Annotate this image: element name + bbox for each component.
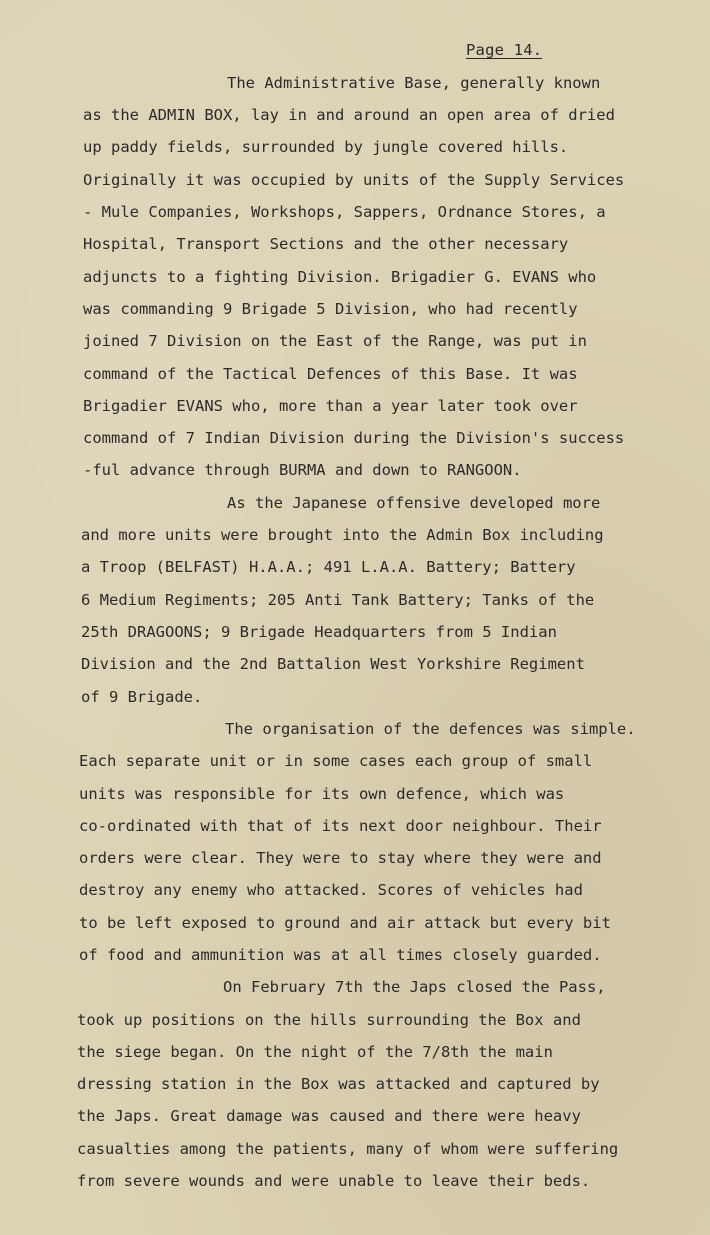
text-line: units was responsible for its own defence, which was	[79, 785, 565, 803]
text-line: from severe wounds and were unable to leave their beds.	[77, 1172, 591, 1190]
text-line: orders were clear. They were to stay where they were and	[79, 849, 602, 867]
text-line: of 9 Brigade.	[81, 688, 203, 706]
text-line: destroy any enemy who attacked. Scores of vehicles had	[79, 881, 583, 899]
text-line: adjuncts to a fighting Division. Brigadier G. EVANS who	[83, 268, 597, 286]
text-line: command of the Tactical Defences of this Base. It was	[83, 365, 578, 383]
text-line: Each separate unit or in some cases each group of small	[79, 752, 593, 770]
text-line: was commanding 9 Brigade 5 Division, who had recently	[83, 300, 578, 318]
text-line: as the ADMIN BOX, lay in and around an open area of dried	[83, 106, 615, 124]
text-line: 25th DRAGOONS; 9 Brigade Headquarters from 5 Indian	[81, 623, 557, 641]
text-line: The Administrative Base, generally known	[227, 74, 601, 92]
text-line: Originally it was occupied by units of the Supply Services	[83, 171, 625, 189]
text-line: and more units were brought into the Admin Box including	[81, 526, 604, 544]
text-line: - Mule Companies, Workshops, Sappers, Ordnance Stores, a	[83, 203, 606, 221]
text-line: up paddy fields, surrounded by jungle covered hills.	[83, 138, 569, 156]
text-line: command of 7 Indian Division during the Division's success	[83, 429, 625, 447]
text-line: Division and the 2nd Battalion West Yorkshire Regiment	[81, 655, 585, 673]
text-line: Brigadier EVANS who, more than a year later took over	[83, 397, 578, 415]
text-line: casualties among the patients, many of whom were suffering	[77, 1140, 619, 1158]
text-line: As the Japanese offensive developed more	[227, 494, 601, 512]
text-line: -ful advance through BURMA and down to RANGOON.	[83, 461, 522, 479]
text-line: of food and ammunition was at all times closely guarded.	[79, 946, 602, 964]
text-line: The organisation of the defences was simple.	[225, 720, 636, 738]
text-line: joined 7 Division on the East of the Range, was put in	[83, 332, 587, 350]
text-line: co-ordinated with that of its next door neighbour. Their	[79, 817, 602, 835]
text-line: 6 Medium Regiments; 205 Anti Tank Battery; Tanks of the	[81, 591, 595, 609]
text-line: Hospital, Transport Sections and the other necessary	[83, 235, 569, 253]
text-line: dressing station in the Box was attacked and captured by	[77, 1075, 600, 1093]
text-line: a Troop (BELFAST) H.A.A.; 491 L.A.A. Battery; Battery	[81, 558, 576, 576]
text-line: to be left exposed to ground and air attack but every bit	[79, 914, 611, 932]
page-number: Page 14.	[466, 41, 543, 59]
text-line: the Japs. Great damage was caused and there were heavy	[77, 1107, 581, 1125]
text-line: the siege began. On the night of the 7/8th the main	[77, 1043, 553, 1061]
text-line: On February 7th the Japs closed the Pass,	[223, 978, 606, 996]
text-line: took up positions on the hills surrounding the Box and	[77, 1011, 581, 1029]
